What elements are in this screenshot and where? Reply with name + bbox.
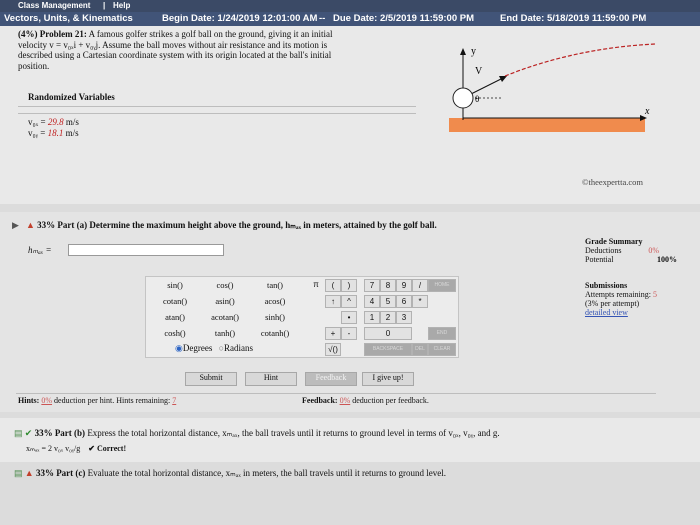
grade-summary-title: Grade Summary — [585, 237, 643, 246]
potential-value: 100% — [657, 255, 677, 264]
part-b-percent: 33% — [34, 428, 53, 438]
golf-ball — [453, 88, 473, 108]
projectile-diagram — [425, 40, 665, 140]
calc-fn-button[interactable]: cosh() — [164, 328, 186, 338]
del-key[interactable]: DEL — [412, 343, 428, 356]
up-key[interactable]: ↑ — [325, 295, 341, 308]
date-dash: -- — [319, 13, 326, 24]
calc-fn-button[interactable]: tanh() — [214, 328, 236, 338]
grade-summary — [585, 237, 677, 264]
part-c-warning-icon: ▲ — [24, 468, 34, 478]
hints-remaining: 7 — [172, 396, 177, 405]
divider — [18, 106, 416, 107]
degrees-radio-icon[interactable]: ◉ — [175, 343, 183, 353]
v0x-unit: m/s — [65, 117, 79, 127]
calc-fn-button[interactable]: sinh() — [265, 312, 285, 322]
digit-3-key[interactable]: 3 — [396, 311, 412, 324]
problem-weight: (4%) — [18, 29, 38, 39]
help-menu[interactable]: Help — [113, 1, 131, 10]
deductions-value: 0% — [648, 246, 659, 255]
minus-key[interactable]: - — [341, 327, 357, 340]
digit-9-key[interactable]: 9 — [396, 279, 412, 292]
assignment-title: Vectors, Units, & Kinematics — [4, 13, 133, 24]
class-management-menu[interactable]: Class Management — [18, 1, 91, 10]
v0x-label: v₀ₓ = — [28, 117, 46, 127]
home-key[interactable]: HOME — [428, 279, 456, 292]
end-key[interactable]: END — [428, 327, 456, 340]
calc-fn-button[interactable]: asin() — [215, 296, 235, 306]
backspace-key[interactable]: BACKSPACE — [364, 343, 412, 356]
menu-separator: | — [103, 1, 106, 10]
top-menu-bar — [0, 0, 700, 12]
correct-badge: ✔ Correct! — [88, 444, 127, 453]
problem-label: Problem 21: — [39, 29, 87, 39]
clear-key[interactable]: CLEAR — [428, 343, 456, 356]
submissions-title: Submissions — [585, 281, 628, 290]
problem-statement — [18, 29, 418, 71]
part-c-question: Evaluate the total horizontal distance, xₘₐₓ in meters, the ball travels until it returns to ground level. — [87, 468, 447, 478]
potential-label: Potential — [585, 255, 614, 264]
attempts-label: Attempts remaining: — [585, 290, 651, 299]
expand-icon[interactable]: ▤ — [14, 428, 23, 438]
detailed-view-link[interactable]: detailed view — [585, 308, 628, 317]
expand-icon[interactable]: ▤ — [14, 468, 23, 478]
digit-4-key[interactable]: 4 — [364, 295, 380, 308]
x-axis-label: x — [645, 106, 650, 117]
part-b-answer-row — [26, 444, 126, 453]
hints-info — [18, 396, 176, 405]
part-b-header — [14, 428, 500, 439]
y-axis-label: y — [471, 46, 476, 57]
angle-mode — [175, 343, 253, 354]
calc-fn-button[interactable]: acotan() — [211, 312, 239, 322]
assignment-title-bar — [0, 12, 700, 26]
part-b-answer: xₘₐₓ = 2 v₀ₓ v₀ᵧ/g — [26, 444, 81, 453]
velocity-label: V — [475, 66, 483, 77]
copyright-watermark: ©theexpertta.com — [582, 177, 643, 187]
star-key[interactable]: * — [412, 295, 428, 308]
v0x-variable — [28, 117, 79, 127]
hints-text: deduction per hint. Hints remaining: — [54, 396, 171, 405]
v0y-value: 18.1 — [47, 128, 64, 138]
y-axis-arrow — [460, 48, 466, 55]
feedback-pct: 0% — [339, 396, 351, 405]
degrees-label[interactable]: Degrees — [182, 343, 213, 353]
part-a-label: Part (a) — [57, 220, 88, 230]
per-attempt: (3% per attempt) — [585, 299, 640, 308]
submissions-box — [585, 281, 677, 317]
trajectory-path — [505, 44, 655, 76]
digit-7-key[interactable]: 7 — [364, 279, 380, 292]
digit-6-key[interactable]: 6 — [396, 295, 412, 308]
digit-8-key[interactable]: 8 — [380, 279, 396, 292]
feedback-text: deduction per feedback. — [352, 396, 429, 405]
sqrt-key[interactable]: √() — [325, 343, 341, 356]
dot-key[interactable]: • — [341, 311, 357, 324]
calc-fn-button[interactable]: sin() — [167, 280, 183, 290]
digit-5-key[interactable]: 5 — [380, 295, 396, 308]
pi-key[interactable]: π — [313, 280, 319, 289]
calc-fn-button[interactable]: cotan() — [162, 296, 188, 306]
hints-pct: 0% — [41, 396, 53, 405]
calc-fn-button[interactable]: tan() — [266, 280, 284, 290]
feedback-label: Feedback: — [302, 396, 338, 405]
v0y-variable — [28, 128, 79, 138]
problem-line-4: position. — [18, 60, 50, 71]
problem-line-2: velocity v = v₀ₓi + v₀ᵧj. Assume the ball moves without air resistance and its motion is — [18, 39, 328, 50]
give-up-button[interactable]: I give up! — [362, 372, 414, 386]
begin-date: Begin Date: 1/24/2019 12:01:00 AM — [162, 13, 318, 24]
part-a-header — [26, 220, 437, 231]
deductions-label: Deductions — [585, 246, 622, 255]
due-date: Due Date: 2/5/2019 11:59:00 PM — [333, 13, 474, 24]
calc-fn-button[interactable]: atan() — [165, 312, 185, 322]
digit-0-key[interactable]: 0 — [364, 327, 412, 340]
part-a-percent: 33% — [37, 220, 56, 230]
divider — [16, 393, 656, 394]
v0x-value: 29.8 — [47, 117, 64, 127]
radians-label[interactable]: Radians — [224, 343, 254, 353]
power-key[interactable]: ^ — [341, 295, 357, 308]
part-a-question: Determine the maximum height above the ground, hₘₐₓ in meters, attained by the golf ball. — [89, 220, 437, 230]
digit-1-key[interactable]: 1 — [364, 311, 380, 324]
problem-line-3: described using a Cartesian coordinate system with its origin located at the ball's initial — [18, 50, 332, 60]
digit-2-key[interactable]: 2 — [380, 311, 396, 324]
hmax-label: hₘₐₓ = — [28, 245, 52, 255]
hints-label: Hints: — [18, 396, 40, 405]
hint-button[interactable]: Hint — [245, 372, 297, 386]
paren-right-key[interactable]: ) — [341, 279, 357, 292]
expand-arrow-icon[interactable]: ▶ — [12, 220, 19, 230]
part-c-percent: 33% — [35, 468, 54, 478]
v0y-unit: m/s — [65, 128, 79, 138]
v0y-label: v₀ᵧ = — [28, 128, 46, 138]
paren-left-key[interactable]: ( — [325, 279, 341, 292]
radians-radio-icon[interactable]: ○ — [218, 343, 225, 353]
plus-key[interactable]: + — [325, 327, 341, 340]
feedback-button[interactable]: Feedback — [305, 372, 357, 386]
attempts-value: 5 — [653, 290, 657, 299]
calc-fn-button[interactable]: acos() — [264, 296, 286, 306]
theta-label: θ — [475, 94, 480, 104]
submit-button[interactable]: Submit — [185, 372, 237, 386]
ground-rect — [449, 118, 645, 132]
part-b-question: Express the total horizontal distance, xₘₐₓ, the ball travels until it returns to ground level in terms of v₀ₓ, v₀ᵧ, and g. — [87, 428, 500, 438]
feedback-info — [302, 396, 429, 405]
calc-fn-button[interactable]: cotanh() — [260, 328, 290, 338]
randomized-heading: Randomized Variables — [28, 92, 115, 102]
hmax-answer-input[interactable] — [68, 244, 224, 256]
end-date: End Date: 5/18/2019 11:59:00 PM — [500, 13, 647, 24]
problem-line-1: A famous golfer strikes a golf ball on the ground, giving it an initial — [88, 29, 333, 39]
part-b-panel — [0, 418, 700, 462]
check-icon: ✔ — [24, 428, 33, 438]
part-c-header — [14, 468, 446, 479]
part-a-warning-icon: ▲ — [26, 220, 35, 230]
divider — [18, 113, 416, 114]
slash-key[interactable]: / — [412, 279, 428, 292]
part-b-label: Part (b) — [54, 428, 86, 438]
calc-fn-button[interactable]: cos() — [216, 280, 234, 290]
part-c-label: Part (c) — [56, 468, 86, 478]
